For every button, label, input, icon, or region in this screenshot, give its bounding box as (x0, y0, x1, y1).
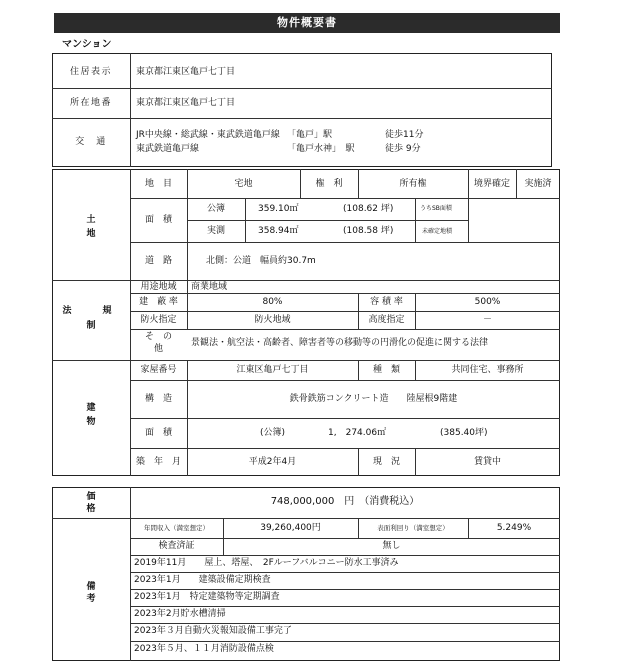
building-label-2: 物 (86, 417, 96, 427)
building-label-1: 建 (86, 403, 96, 413)
actual-note: 未確定地積 (422, 228, 453, 235)
remark-item: 2023年1月 建築設備定期検査 (134, 575, 271, 585)
building-area-prefix: (公簿) (260, 428, 286, 438)
building-area-tsubo: (385.40坪) (440, 428, 488, 438)
remark-item: 2019年11月 屋上、塔屋、 2Fルーフバルコニー防水工事済み (134, 558, 399, 568)
residence-value: 東京都江東区亀戸七丁目 (136, 67, 236, 77)
lot-label: 所在地番 (69, 98, 112, 108)
residence-label: 住居表示 (69, 67, 112, 77)
status-label: 現 況 (372, 457, 400, 467)
remark-item: 2023年2月貯水槽清掃 (134, 609, 226, 619)
transport-label: 交 通 (75, 137, 107, 147)
price-label-2: 格 (86, 504, 96, 514)
remarks-label-2: 考 (86, 594, 96, 604)
building-area-label: 面 積 (144, 428, 172, 438)
road-label: 道 路 (144, 256, 172, 266)
house-no-label: 家屋番号 (140, 365, 177, 375)
remark-item: 2023年３月自動火災報知設備工事完了 (134, 626, 292, 636)
actual-tsubo: (108.58 坪) (343, 226, 394, 236)
land-category-value: 宅地 (234, 179, 253, 189)
coverage-value: 80% (262, 297, 283, 307)
land-label-2: 地 (86, 229, 96, 239)
yield-value: 5.249% (496, 523, 532, 533)
income-value: 39,260,400円 (260, 523, 321, 533)
boundary-value: 実施済 (524, 179, 552, 189)
far-label: 容 積 率 (370, 297, 403, 307)
fire-value: 防火地域 (254, 315, 291, 325)
inspection-label: 検査済証 (158, 541, 195, 551)
zoning-value: 商業地域 (191, 282, 228, 292)
transport-line-2: 東武鉄道亀戸線 (136, 144, 200, 154)
boundary-label: 境界確定 (473, 179, 510, 189)
land-category-label: 地 目 (144, 179, 172, 189)
height-label: 高度指定 (368, 315, 405, 325)
building-area-value: 1, 274.06㎡ (328, 428, 387, 438)
land-area-label: 面 積 (144, 215, 172, 225)
house-no-value: 江東区亀戸七丁目 (236, 365, 309, 375)
regulation-label-3: 制 (86, 321, 96, 331)
actual-sqm: 358.94㎡ (258, 226, 299, 236)
transport-station-1: 「亀戸」駅 (287, 130, 333, 140)
income-label: 年間収入（満室想定） (144, 524, 209, 532)
setback-note: うちSB面積 (420, 205, 452, 212)
transport-walk-2: 徒歩 9分 (385, 144, 421, 154)
built-label: 築 年 月 (135, 457, 181, 467)
lot-value: 東京都江東区亀戸七丁目 (136, 98, 236, 108)
yield-label: 表面利回り（満室想定） (377, 524, 449, 532)
zoning-label: 用途地域 (140, 282, 177, 292)
regulation-label-2: 規 (102, 306, 112, 316)
transport-station-2: 「亀戸水神」 駅 (287, 144, 355, 154)
far-value: 500% (474, 297, 501, 307)
registered-tsubo: (108.62 坪) (343, 204, 394, 214)
rights-value: 所有権 (399, 179, 427, 189)
transport-line-1: JR中央線・総武線・東武鉄道亀戸線 (136, 130, 280, 140)
inspection-value: 無し (382, 541, 401, 551)
built-value: 平成2年4月 (248, 457, 297, 467)
actual-label: 実測 (206, 226, 225, 236)
property-type-label: マンション (62, 39, 112, 50)
remark-item: 2023年５月、１１月消防設備点検 (134, 644, 274, 654)
coverage-label: 建 蔽 率 (139, 297, 178, 307)
structure-value: 鉄骨鉄筋コンクリート造 陸屋根9階建 (289, 394, 458, 404)
other-label-2: 他 (153, 344, 163, 354)
remark-item: 2023年1月 特定建築物等定期調査 (134, 592, 280, 602)
transport-walk-1: 徒歩11分 (385, 130, 424, 140)
registered-sqm: 359.10㎡ (258, 204, 299, 214)
regulation-label-1: 法 (62, 306, 72, 316)
price-value: 748,000,000 円 （消費税込） (270, 496, 420, 507)
rights-label: 権 利 (315, 179, 343, 189)
status-value: 賃貸中 (473, 457, 501, 467)
other-label-1: そ の (144, 332, 172, 342)
road-value: 北側：公道 幅員約30.7m (206, 256, 316, 266)
land-label-1: 土 (86, 215, 96, 225)
structure-label: 構 造 (144, 394, 172, 404)
document-title: 物件概要書 (54, 13, 560, 33)
kind-label: 種 類 (372, 365, 400, 375)
fire-label: 防火指定 (140, 315, 177, 325)
registered-label: 公簿 (206, 204, 225, 214)
price-label-1: 価 (86, 492, 96, 502)
remarks-label-1: 備 (86, 582, 96, 592)
height-value: － (482, 315, 492, 325)
kind-value: 共同住宅、事務所 (451, 365, 524, 375)
other-value: 景観法・航空法・高齢者、障害者等の移動等の円滑化の促進に関する法律 (191, 338, 489, 348)
